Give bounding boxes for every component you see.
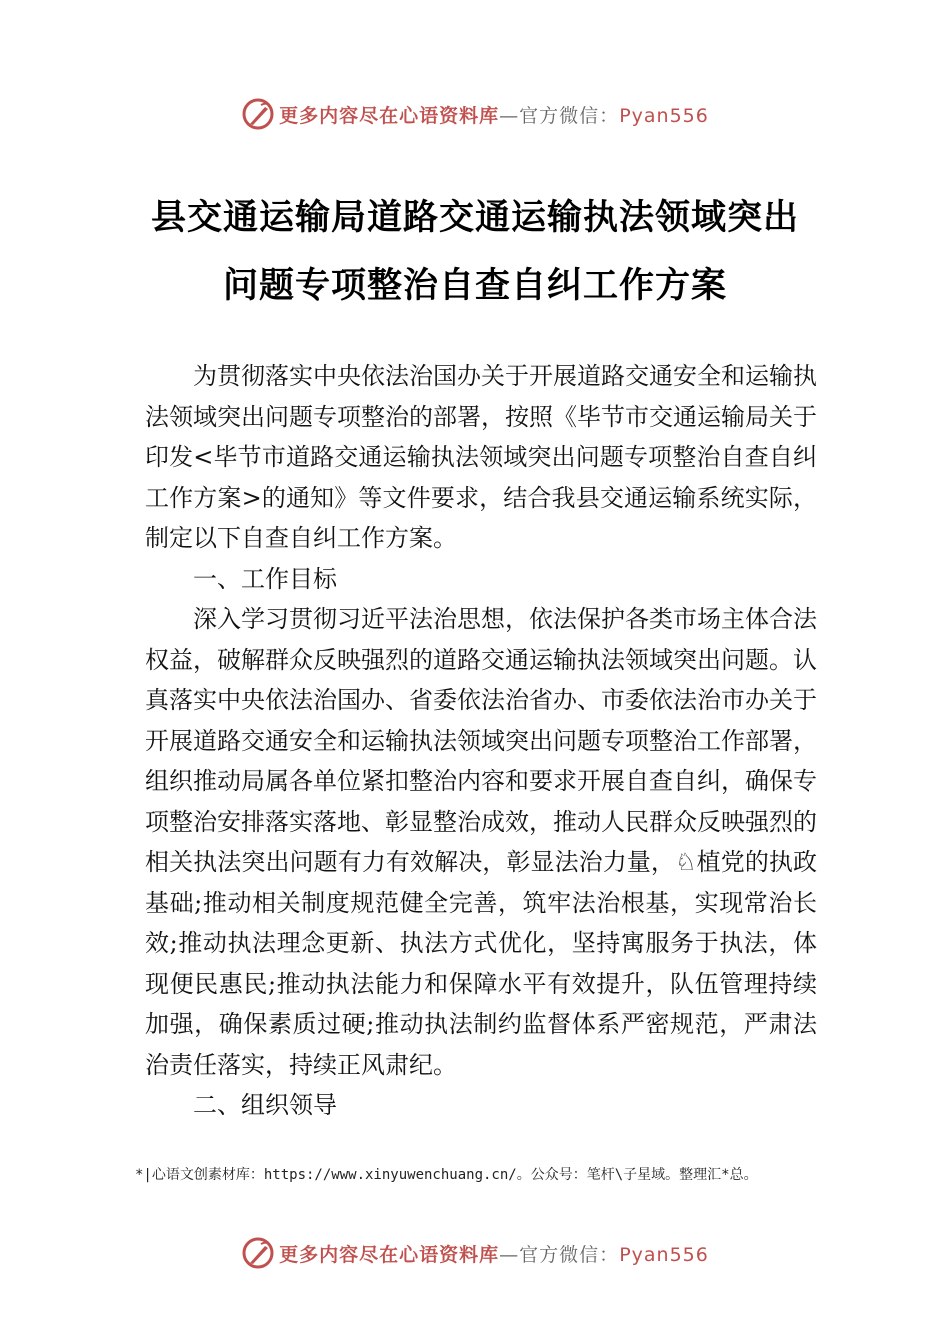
banner-brand: 更多内容尽在心语资料库 (279, 104, 500, 127)
banner-text (279, 101, 709, 128)
quill-pen-logo-icon (241, 97, 275, 131)
banner-brand: 更多内容尽在心语资料库 (279, 1243, 500, 1266)
banner-handle: Pyan556 (619, 104, 709, 127)
document-title-line-2: 问题专项整治自查自纠工作方案 (222, 266, 727, 306)
source-footnote: *|心语文创素材库：https://www.xinyuwenchuang.cn/。公众号：笔杆\子星域。整理汇*总。 (135, 1167, 758, 1183)
footer-banner (0, 1233, 950, 1273)
header-banner (0, 94, 950, 134)
banner-handle: Pyan556 (619, 1243, 709, 1266)
document-title-line-1: 县交通运输局道路交通运输执法领域突出 (150, 198, 799, 238)
intro-paragraph: 为贯彻落实中央依法治国办关于开展道路交通安全和运输执法领域突出问题专项整治的部署，按照《毕节市交通运输局关于印发<毕节市道路交通运输执法领域突出问题专项整治自查自纠工作方案>的通知》等文件要求，结合我县交通运输系统实际，制定以下自查自纠工作方案。 (145, 362, 817, 552)
banner-label: 官方微信： (519, 104, 620, 127)
banner-text (279, 1240, 709, 1267)
banner-separator: — (499, 104, 520, 127)
section-heading-goals: 一、工作目标 (193, 564, 337, 593)
quill-pen-logo-icon (241, 1236, 275, 1270)
document-body (145, 356, 817, 1126)
banner-separator: — (499, 1243, 520, 1266)
banner-label: 官方微信： (519, 1243, 620, 1266)
goals-paragraph: 深入学习贯彻习近平法治思想，依法保护各类市场主体合法权益，破解群众反映强烈的道路交通运输执法领域突出问题。认真落实中央依法治国办、省委依法治省办、市委依法治市办关于开展道路交通安全和运输执法领域突出问题专项整治工作部署，组织推动局属各单位紧扣整治内容和要求开展自查自纠，确保专项整治安排落实落地、彰显整治成效，推动人民群众反映强烈的相关执法突出问题有力有效解决，彰显法治力量，♘植党的执政基础;推动相关制度规范健全完善，筑牢法治根基，实现常治长效;推动执法理念更新、执法方式优化，坚持寓服务于执法，体现便民惠民;推动执法能力和保障水平有效提升，队伍管理持续加强，确保素质过硬;推动执法制约监督体系严密规范，严肃法治责任落实，持续正风肃纪。 (145, 605, 817, 1079)
section-heading-leadership: 二、组织领导 (193, 1091, 337, 1119)
